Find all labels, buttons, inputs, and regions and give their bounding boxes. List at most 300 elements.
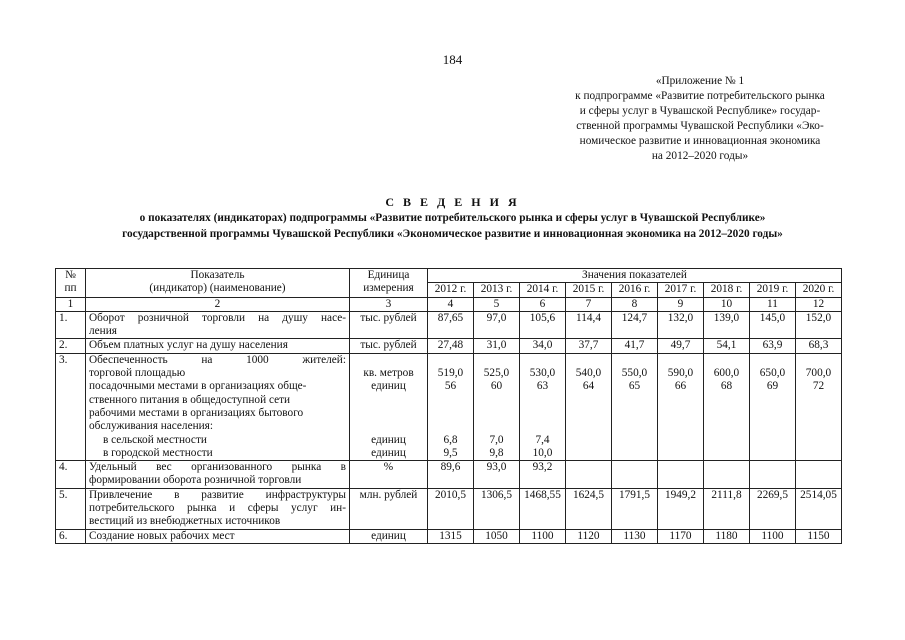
value-cell [520,353,566,460]
unit-line [353,407,424,420]
header-num [56,269,86,298]
value-cell [704,339,750,353]
value-line: 63 [536,380,549,393]
value-line: 540,0 [575,367,602,380]
value-cell [520,488,566,529]
unit-line: млн. рублей [359,488,418,501]
value-cell [566,353,612,460]
value-line [523,474,562,487]
value-line [615,447,654,460]
value-line [799,474,838,487]
indicator-name [86,353,350,460]
value-line: 600,0 [713,367,740,380]
value-line [523,420,562,433]
unit-cell [350,353,428,460]
value-line [707,447,746,460]
column-numbers-row [56,297,842,311]
column-number: 1 [56,297,86,311]
value-line: 590,0 [667,367,694,380]
value-line [477,420,516,433]
value-line: 1180 [715,529,738,542]
value-line: 7,4 [535,433,550,446]
value-line: 124,7 [621,311,648,324]
indicator-name-line: Создание новых рабочих мест [89,529,235,542]
value-line [753,407,792,420]
value-line: 37,7 [578,339,599,352]
unit-line: единиц [371,433,406,446]
value-line [615,420,654,433]
value-cell [474,461,520,489]
value-line [569,502,608,515]
unit-cell [350,311,428,339]
indicators-table [55,268,842,544]
value-line [661,394,700,407]
indicator-name-line: Объем платных услуг на душу населения [89,339,288,352]
value-line [799,407,838,420]
table-row [56,353,842,460]
value-cell [750,488,796,529]
column-number: 3 [350,297,428,311]
value-line [523,325,562,338]
value-line [569,420,608,433]
header-year: 2018 г. [704,283,750,297]
indicator-name-line: Оборот розничной торговли на душу насе- [89,311,346,324]
value-line [661,354,700,367]
value-line [661,420,700,433]
value-line: 93,2 [532,461,553,474]
indicator-name-line: Привлечение в развитие инфраструктуры [89,488,346,501]
header-num-line: № [65,269,76,281]
value-line: 6,8 [443,433,458,446]
value-cell [566,311,612,339]
value-line [569,515,608,528]
indicator-name-line: Удельный вес организованного рынка в [89,461,346,474]
value-line [477,515,516,528]
value-line: 2111,8 [711,488,742,501]
value-cell [704,529,750,543]
header-unit-line: измерения [363,282,414,295]
value-cell [704,353,750,460]
indicator-name-line: в городской местности [103,446,213,459]
value-line [707,461,746,474]
value-line: 1170 [669,529,692,542]
value-line [569,447,608,460]
value-line: 68 [720,380,733,393]
unit-cell [350,339,428,353]
value-line [799,354,838,367]
value-line [477,502,516,515]
appendix-line: ственной программы Чувашской Республики «Эко- [576,120,824,132]
unit-line: кв. метров [363,367,414,380]
value-line: 1100 [531,529,554,542]
indicator-name-line: посадочными местами в организациях обще- [89,380,307,393]
value-cell [428,461,474,489]
header-indicator-line: Показатель [190,269,245,281]
value-line [799,325,838,338]
value-line: 1949,2 [664,488,697,501]
row-number: 5. [56,488,86,529]
value-line [707,502,746,515]
value-line [477,474,516,487]
value-line: 519,0 [437,367,464,380]
value-line: 1150 [807,529,830,542]
unit-line [353,502,424,515]
value-cell [750,311,796,339]
value-line [615,461,654,474]
value-line: 9,5 [443,446,458,459]
value-cell [796,339,842,353]
unit-line [353,515,424,528]
value-line [799,515,838,528]
value-line: 105,6 [529,311,556,324]
column-number: 7 [566,297,612,311]
value-line [569,394,608,407]
value-line: 1050 [485,529,508,542]
value-cell [428,353,474,460]
indicator-name-line: Обеспеченность на 1000 жителей: [89,353,346,366]
value-line: 93,0 [486,461,507,474]
header-indicator-line: (индикатор) (наименование) [149,282,286,295]
heading-line-1: о показателях (индикаторах) подпрограммы «Развитие потребительского рынка и сферы услуг в Чувашской Республике» [139,212,766,224]
value-line: 1306,5 [480,488,513,501]
value-line [431,407,470,420]
value-line [799,447,838,460]
value-line: 700,0 [805,367,832,380]
value-line: 72 [812,380,825,393]
unit-line: единиц [371,380,406,393]
value-line: 1468,55 [524,488,561,501]
value-line [707,394,746,407]
appendix-line: «Приложение № 1 [655,75,745,87]
value-cell [704,488,750,529]
value-line: 54,1 [716,339,737,352]
table-row [56,488,842,529]
value-cell [428,529,474,543]
value-line: 41,7 [624,339,645,352]
value-line [431,502,470,515]
value-line: 65 [628,380,641,393]
heading-line-2: государственной программы Чувашской Республики «Экономическое развитие и инновационная экономика на 2012–2020 годы» [122,228,783,240]
value-line: 530,0 [529,367,556,380]
value-line: 2010,5 [434,488,467,501]
value-line [753,420,792,433]
unit-line [353,474,424,487]
column-number: 12 [796,297,842,311]
indicator-name-line: потребительского рынка и сферы услуг ин- [89,502,346,515]
header-year: 2013 г. [474,283,520,297]
value-line: 49,7 [670,339,691,352]
value-line [753,434,792,447]
value-cell [566,529,612,543]
value-cell [520,311,566,339]
indicator-name-line: формировании оборота розничной торговли [89,474,302,487]
value-cell [658,339,704,353]
value-line [799,502,838,515]
value-line [569,461,608,474]
value-cell [612,311,658,339]
header-year: 2020 г. [796,283,842,297]
value-line: 650,0 [759,367,786,380]
value-line [615,325,654,338]
value-line: 63,9 [762,339,783,352]
value-line [431,474,470,487]
value-cell [474,529,520,543]
value-line [431,325,470,338]
value-line [799,394,838,407]
value-cell [796,311,842,339]
value-line: 7,0 [489,433,504,446]
value-line: 69 [766,380,779,393]
value-cell [658,529,704,543]
value-line [615,394,654,407]
value-cell [658,311,704,339]
value-line [477,407,516,420]
row-number: 3. [56,353,86,460]
column-number: 8 [612,297,658,311]
indicator-name-line: ления [89,325,117,338]
unit-line: % [383,461,394,474]
value-cell [520,339,566,353]
value-cell [658,353,704,460]
value-cell [566,461,612,489]
value-line [569,325,608,338]
indicator-name [86,529,350,543]
value-cell [566,339,612,353]
column-number: 5 [474,297,520,311]
value-line [431,354,470,367]
indicator-name-line: обслуживания населения: [89,420,214,433]
appendix-line: и сферы услуг в Чувашской Республике» государ- [579,105,821,117]
value-line: 550,0 [621,367,648,380]
value-cell [750,529,796,543]
value-line [615,354,654,367]
value-line [615,502,654,515]
value-line: 1100 [761,529,784,542]
header-year: 2015 г. [566,283,612,297]
value-line [477,394,516,407]
value-line [753,325,792,338]
unit-line [353,354,424,367]
value-cell [612,529,658,543]
value-line [707,434,746,447]
value-cell [658,488,704,529]
value-line: 1120 [577,529,600,542]
value-cell [474,311,520,339]
value-line [753,502,792,515]
value-line [431,515,470,528]
value-cell [612,339,658,353]
value-line [569,474,608,487]
value-line: 132,0 [667,311,694,324]
value-cell [750,353,796,460]
value-cell [520,529,566,543]
column-number: 9 [658,297,704,311]
value-line: 97,0 [486,311,507,324]
value-line: 1791,5 [618,488,651,501]
value-line [707,515,746,528]
value-line: 66 [674,380,687,393]
value-line [661,461,700,474]
unit-line: единиц [371,446,406,459]
value-cell [658,461,704,489]
value-line [799,420,838,433]
value-line: 34,0 [532,339,553,352]
value-line: 1624,5 [572,488,605,501]
value-cell [474,488,520,529]
value-line: 60 [490,380,503,393]
value-line [753,394,792,407]
value-line [753,474,792,487]
value-line [661,515,700,528]
value-line: 10,0 [532,446,553,459]
appendix-line: на 2012–2020 годы» [651,150,749,162]
column-number: 6 [520,297,566,311]
indicator-name-line: вестиций из внебюджетных источников [89,515,281,528]
value-line: 145,0 [759,311,786,324]
unit-cell [350,488,428,529]
value-line [523,394,562,407]
header-unit-line: Единица [367,269,410,281]
unit-line: единиц [371,529,406,542]
row-number: 6. [56,529,86,543]
value-cell [750,339,796,353]
value-line [707,354,746,367]
value-line [753,515,792,528]
indicator-name [86,311,350,339]
indicator-name [86,461,350,489]
value-line [431,420,470,433]
document-heading [0,194,905,242]
value-cell [428,311,474,339]
value-line [523,407,562,420]
column-number: 11 [750,297,796,311]
header-indicator [86,269,350,298]
table-row [56,311,842,339]
column-number: 10 [704,297,750,311]
row-number: 1. [56,311,86,339]
value-line: 9,8 [489,446,504,459]
header-year: 2012 г. [428,283,474,297]
value-line: 2269,5 [756,488,789,501]
value-cell [474,353,520,460]
value-line [799,461,838,474]
header-year: 2019 г. [750,283,796,297]
row-number: 2. [56,339,86,353]
value-line [431,394,470,407]
value-line [661,407,700,420]
appendix-note [548,74,852,164]
value-line [661,447,700,460]
value-line [753,461,792,474]
value-cell [566,488,612,529]
header-num-line: пп [64,282,77,295]
appendix-line: к подпрограмме «Развитие потребительского рынка [575,90,825,102]
value-line [569,354,608,367]
heading-title: С В Е Д Е Н И Я [385,195,520,209]
value-cell [796,488,842,529]
value-line: 1315 [439,529,462,542]
value-line: 114,4 [576,311,601,324]
value-cell [612,488,658,529]
value-line [661,434,700,447]
value-cell [704,461,750,489]
value-cell [428,488,474,529]
indicator-name-line: торговой площадью [89,367,186,380]
value-line: 56 [444,380,457,393]
row-number: 4. [56,461,86,489]
value-line: 68,3 [808,339,829,352]
unit-line [353,394,424,407]
value-line [707,474,746,487]
unit-cell [350,529,428,543]
value-line [615,407,654,420]
value-line [661,474,700,487]
value-line [799,434,838,447]
value-line: 31,0 [486,339,507,352]
indicator-name [86,488,350,529]
value-line [477,354,516,367]
value-line: 87,65 [437,311,464,324]
value-line: 64 [582,380,595,393]
indicator-name-line: ственного питания в общедоступной сети [89,393,291,406]
value-cell [796,529,842,543]
value-line [707,407,746,420]
unit-line: тыс. рублей [360,311,417,324]
header-values-group: Значения показателей [428,269,842,283]
value-line [661,502,700,515]
value-cell [612,461,658,489]
value-line [661,325,700,338]
value-line [753,354,792,367]
value-cell [796,461,842,489]
unit-line [353,325,424,338]
column-number: 4 [428,297,474,311]
value-line [615,474,654,487]
value-line: 89,6 [440,461,461,474]
value-line: 2514,05 [800,488,837,501]
header-year: 2014 г. [520,283,566,297]
value-line: 139,0 [713,311,740,324]
value-line [615,434,654,447]
unit-line: тыс. рублей [360,339,417,352]
unit-line [353,420,424,433]
value-cell [796,353,842,460]
indicator-name [86,339,350,353]
table-row [56,529,842,543]
value-line [569,407,608,420]
value-line: 152,0 [805,311,832,324]
page-number: 184 [442,52,463,67]
header-row [56,269,842,283]
column-number: 2 [86,297,350,311]
value-cell [704,311,750,339]
value-cell [474,339,520,353]
table-row [56,461,842,489]
value-cell [428,339,474,353]
value-line [523,502,562,515]
value-line [707,325,746,338]
value-line [477,325,516,338]
appendix-line: номическое развитие и инновационная экономика [579,135,821,147]
value-line [707,420,746,433]
value-line: 27,48 [437,339,464,352]
header-unit [350,269,428,298]
value-cell [520,461,566,489]
value-cell [612,353,658,460]
value-line: 1130 [623,529,646,542]
value-cell [750,461,796,489]
value-line [615,515,654,528]
